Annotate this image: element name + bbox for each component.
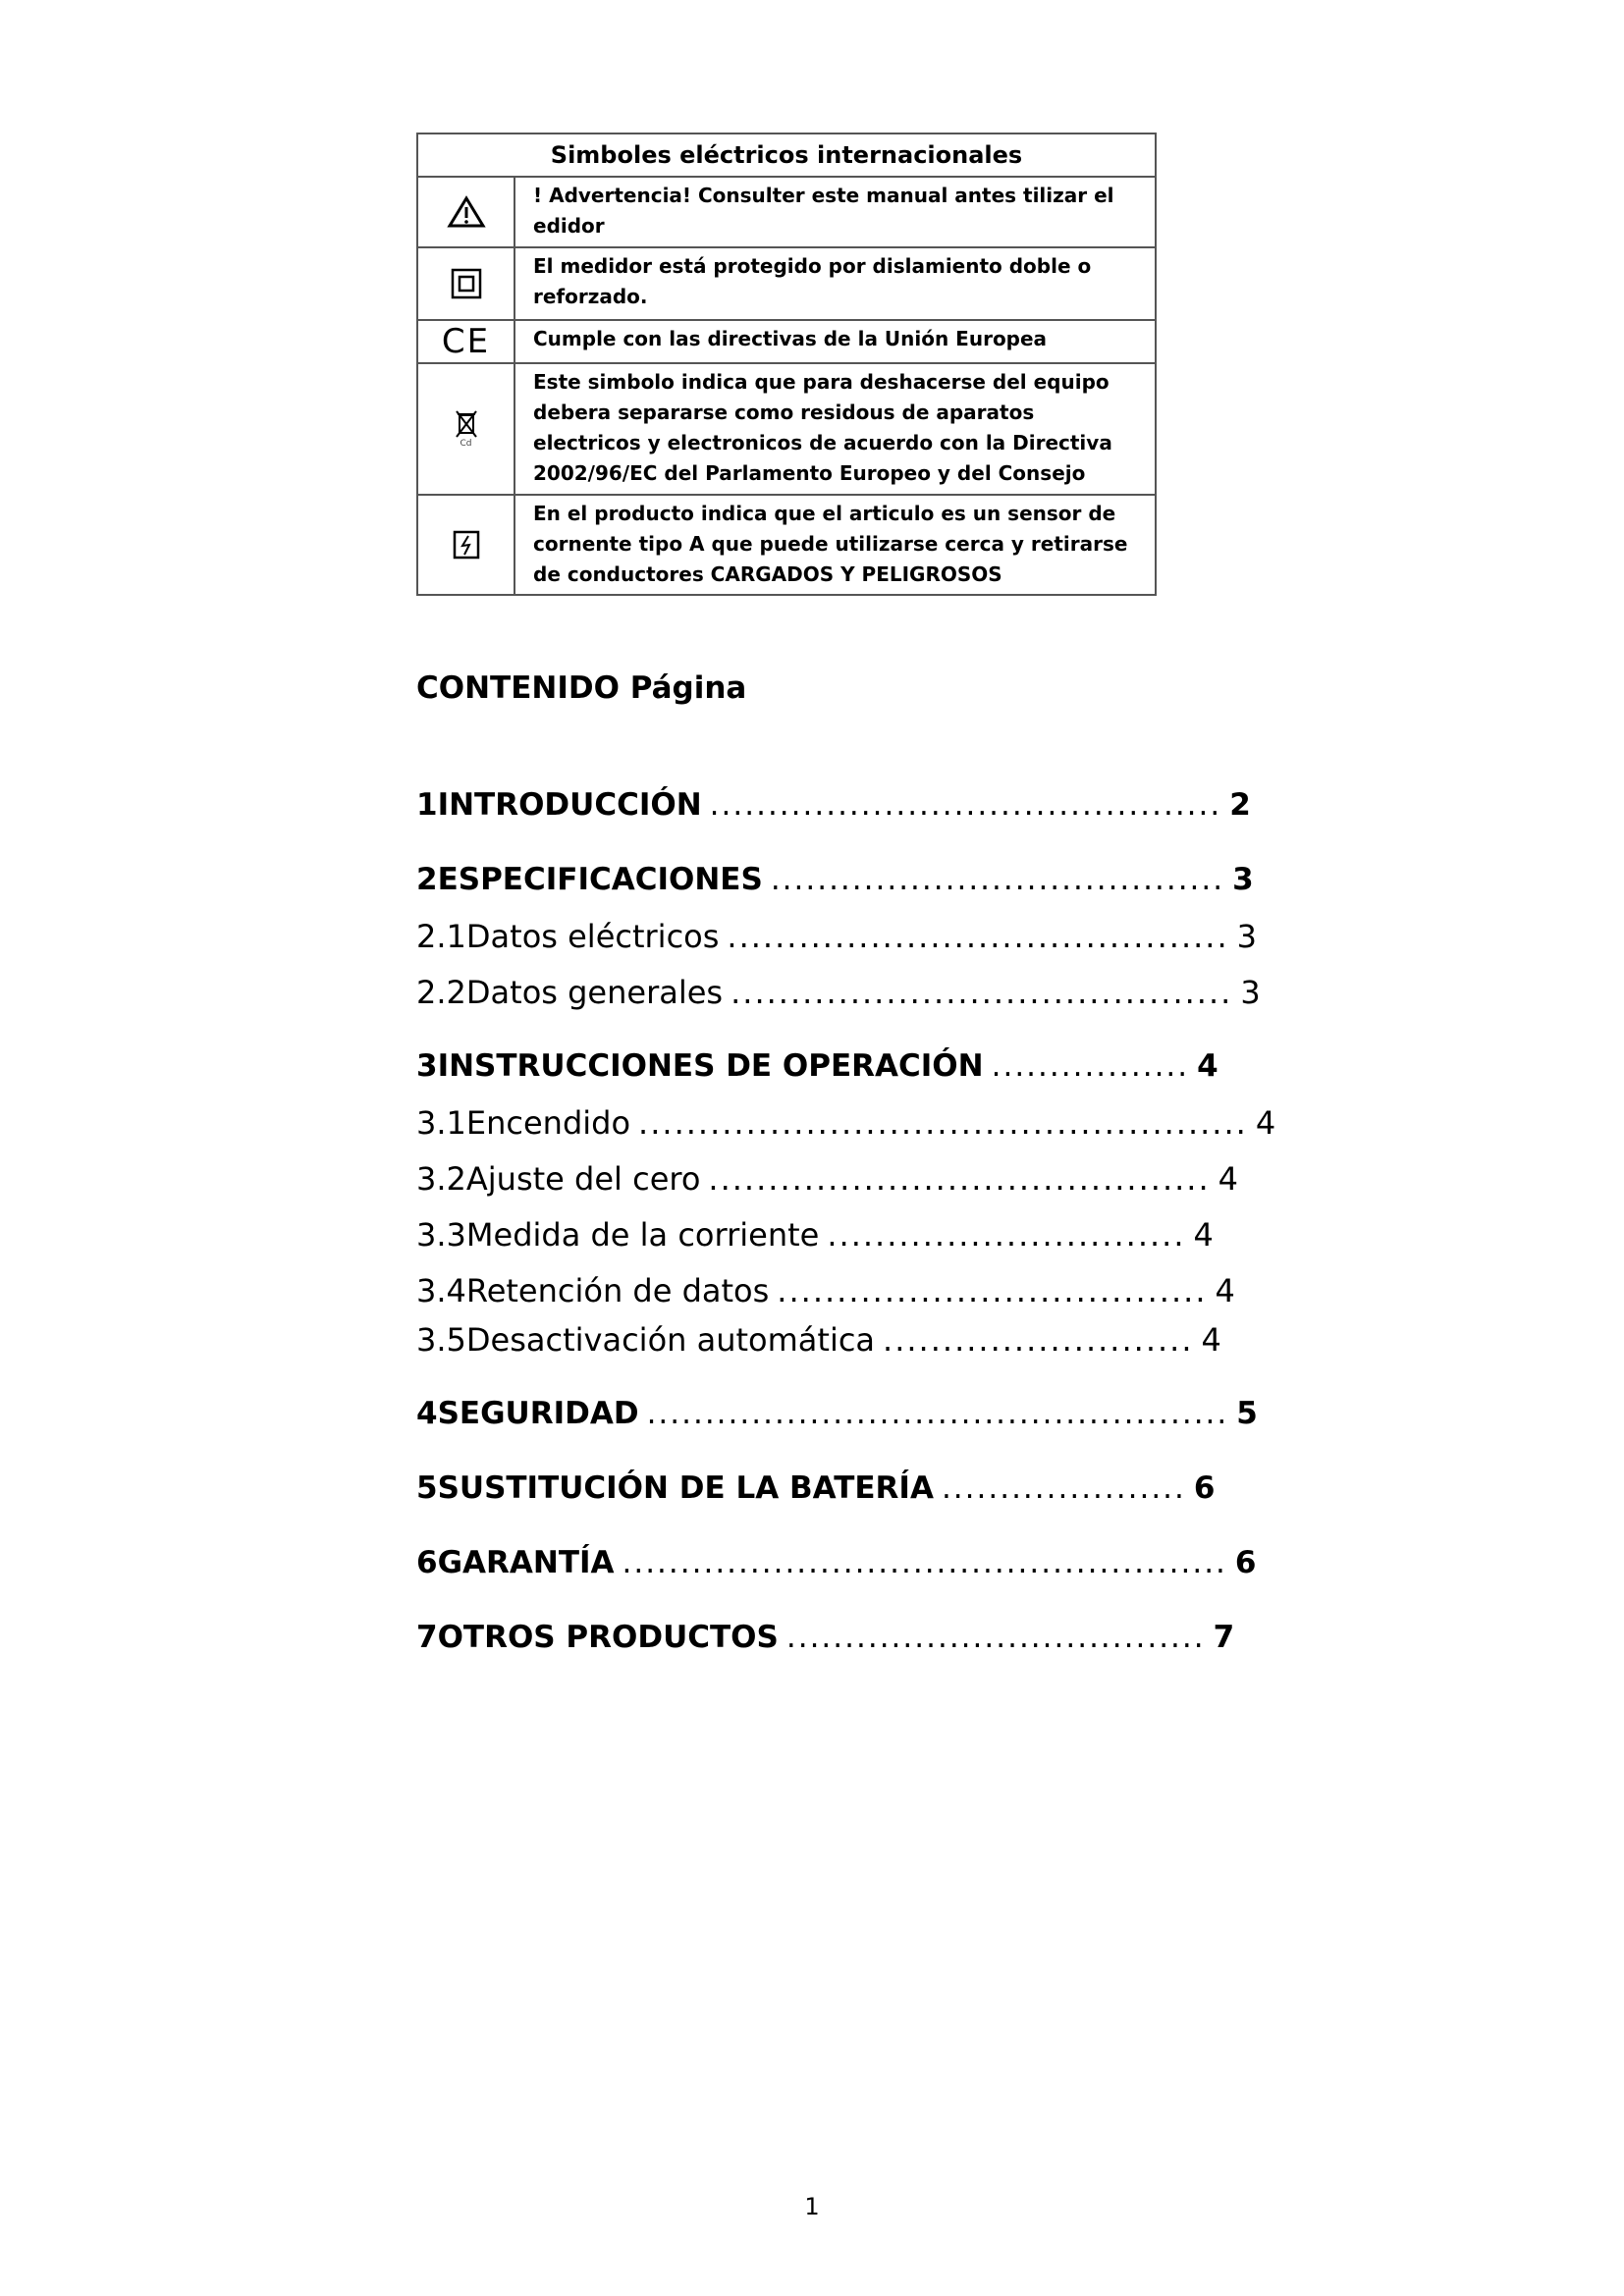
toc-entry[interactable] (416, 1216, 1214, 1255)
toc-leader: .................................................. (646, 1396, 1229, 1431)
toc-page: 2 (1229, 787, 1251, 823)
toc-title: ESPECIFICACIONES (437, 862, 763, 897)
double-insulation-icon (418, 248, 515, 319)
toc-number: 2.2 (416, 974, 466, 1011)
toc-entry[interactable] (416, 1321, 1221, 1361)
toc-title: INSTRUCCIONES DE OPERACIÓN (437, 1048, 984, 1084)
toc-page: 3 (1240, 974, 1261, 1011)
toc-entry[interactable] (416, 862, 1254, 901)
toc-page: 6 (1234, 1545, 1257, 1580)
toc-leader: .................................... (785, 1620, 1206, 1655)
symbol-row-live-conductor (418, 496, 1155, 594)
toc-title: Datos generales (465, 974, 724, 1011)
toc-entry[interactable] (416, 1272, 1235, 1311)
toc-title: OTROS PRODUCTOS (437, 1620, 779, 1655)
symbol-description: El medidor está protegido por dislamiento doble o reforzado. (533, 254, 1092, 308)
toc-entry[interactable] (416, 1396, 1258, 1435)
toc-entry[interactable] (416, 1545, 1257, 1584)
toc-number: 3.5 (416, 1321, 466, 1359)
toc-leader: ....................................... (770, 862, 1225, 897)
toc-leader: .......................................... (727, 918, 1229, 955)
toc-title: Encendido (465, 1104, 631, 1142)
toc-leader: .......................................... (731, 974, 1233, 1011)
symbol-row-ce (418, 321, 1155, 364)
toc-title: Medida de la corriente (465, 1216, 820, 1254)
toc-page: 4 (1197, 1048, 1218, 1084)
toc-page: 4 (1201, 1321, 1221, 1359)
toc-leader: .......................................... (708, 1160, 1211, 1198)
toc-entry[interactable] (416, 1620, 1235, 1659)
toc-leader: .................................... (777, 1272, 1208, 1309)
ce-mark-text: CE (441, 322, 491, 361)
toc-number: 1 (416, 787, 438, 823)
toc-title: Retención de datos (465, 1272, 770, 1309)
toc-leader: .................................................... (622, 1545, 1227, 1580)
toc-page: 4 (1255, 1104, 1276, 1142)
ce-mark-icon (418, 321, 515, 362)
toc-number: 2.1 (416, 918, 466, 955)
cadmium-label: Cd (460, 439, 472, 449)
toc-title: Datos eléctricos (465, 918, 720, 955)
toc-number: 6 (416, 1545, 438, 1580)
warning-triangle-icon (418, 178, 515, 246)
toc-page: 6 (1193, 1470, 1216, 1506)
toc-title: GARANTÍA (437, 1545, 615, 1580)
symbol-row-double-insulation (418, 248, 1155, 321)
symbol-row-weee (418, 364, 1155, 496)
symbol-description: ! Advertencia! Consulter este manual antes tilizar el edidor (533, 184, 1114, 238)
toc-page: 5 (1236, 1396, 1258, 1431)
toc-leader: ............................................ (709, 787, 1222, 823)
toc-title: Ajuste del cero (465, 1160, 701, 1198)
toc-number: 2 (416, 862, 438, 897)
toc-entry[interactable] (416, 1470, 1216, 1510)
toc-number: 3.4 (416, 1272, 466, 1309)
toc-page: 4 (1215, 1272, 1235, 1309)
toc-entry[interactable] (416, 1048, 1218, 1088)
toc-page: 4 (1193, 1216, 1214, 1254)
toc-entry[interactable] (416, 1160, 1238, 1200)
toc-number: 3.2 (416, 1160, 466, 1198)
symbol-description: En el producto indica que el articulo es un sensor de cornente tipo A que puede utilizarse cerca y retirarse de conductores CARGADOS Y PELIGROSOS (533, 502, 1128, 586)
symbols-table-title: Simboles eléctricos internacionales (418, 134, 1155, 178)
weee-crossed-bin-icon (418, 364, 515, 494)
symbol-description: Cumple con las directivas de la Unión Europea (533, 327, 1048, 350)
symbol-description: Este simbolo indica que para deshacerse del equipo debera separarse como residous de aparatos electricos y electronicos de acuerdo con la Directiva 2002/96/EC del Parlamento Europeo y del Consejo (533, 370, 1112, 485)
symbol-row-warning (418, 178, 1155, 248)
page-number: 1 (804, 2193, 820, 2220)
toc-title: Desactivación automática (465, 1321, 876, 1359)
toc-number: 3 (416, 1048, 438, 1084)
toc-page: 7 (1213, 1620, 1235, 1655)
toc-leader: .............................. (827, 1216, 1186, 1254)
toc-entry[interactable] (416, 974, 1261, 1013)
toc-number: 5 (416, 1470, 438, 1506)
toc-leader: ..................... (941, 1470, 1186, 1506)
toc-leader: ................. (991, 1048, 1190, 1084)
toc-leader: ................................................... (638, 1104, 1248, 1142)
toc-page: 3 (1236, 918, 1257, 955)
toc-entry[interactable] (416, 787, 1251, 827)
toc-title: INTRODUCCIÓN (437, 787, 702, 823)
toc-entry[interactable] (416, 1104, 1276, 1144)
toc-number: 3.3 (416, 1216, 466, 1254)
toc-title: SUSTITUCIÓN DE LA BATERÍA (437, 1470, 934, 1506)
symbols-table (416, 133, 1157, 596)
toc-page: 4 (1218, 1160, 1238, 1198)
toc-entry[interactable] (416, 918, 1257, 957)
toc-page: 3 (1232, 862, 1254, 897)
toc-number: 4 (416, 1396, 438, 1431)
toc-leader: .......................... (883, 1321, 1194, 1359)
toc-number: 7 (416, 1620, 438, 1655)
toc-title: SEGURIDAD (437, 1396, 639, 1431)
live-conductor-icon (418, 496, 515, 594)
contents-heading: CONTENIDO Página (416, 670, 747, 706)
toc-number: 3.1 (416, 1104, 466, 1142)
